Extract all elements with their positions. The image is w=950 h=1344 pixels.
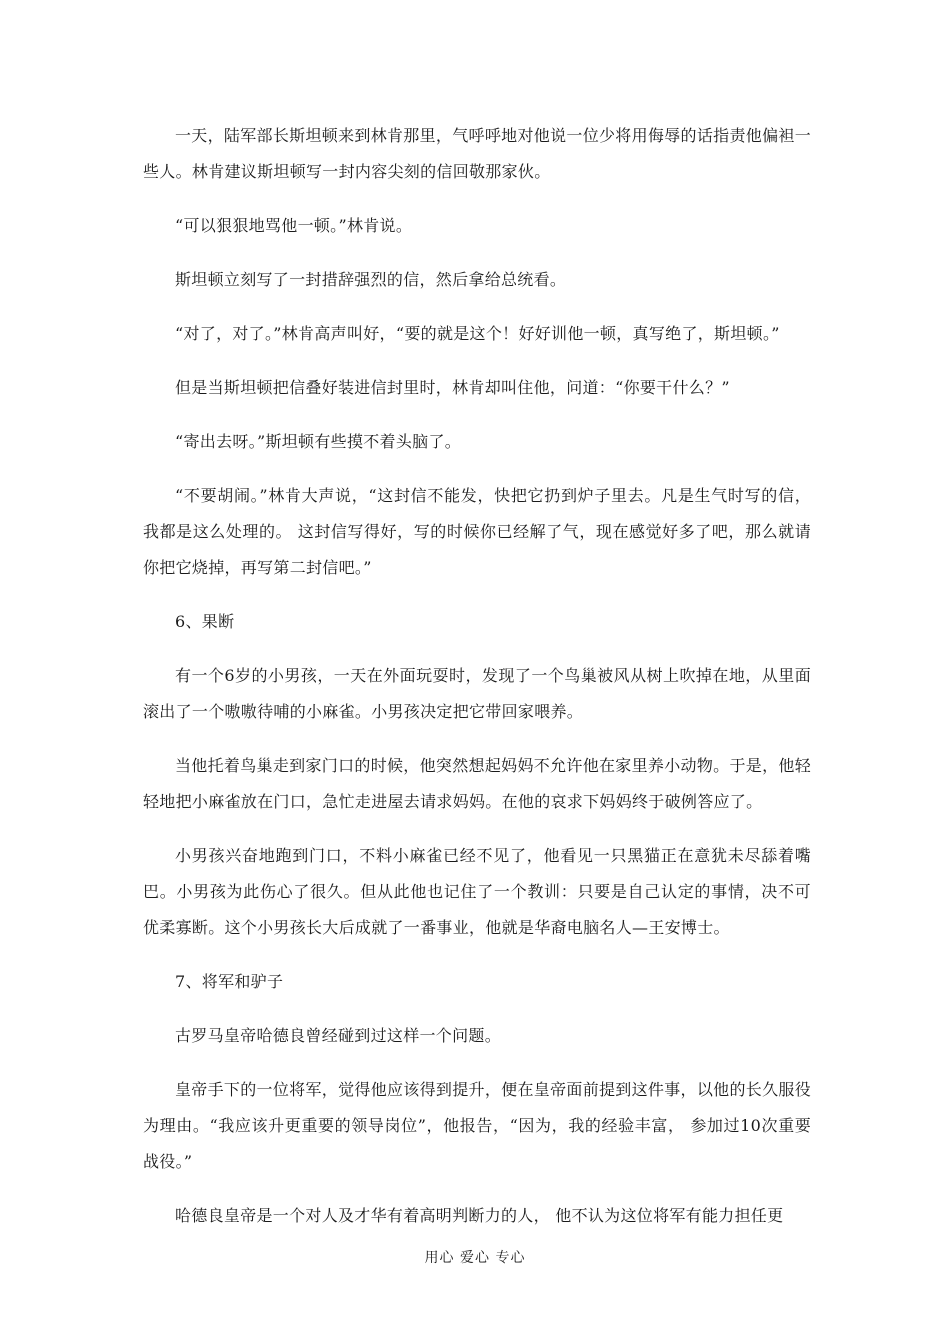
paragraph: 哈德良皇帝是一个对人及才华有着高明判断力的人， 他不认为这位将军有能力担任更 bbox=[175, 1206, 784, 1225]
document-body bbox=[143, 118, 811, 1252]
paragraph: 一天，陆军部长斯坦顿来到林肯那里，气呼呼地对他说一位少将用侮辱的话指责他偏袒一些人。林肯建议斯坦顿写一封内容尖刻的信回敬那家伙。 bbox=[143, 126, 811, 181]
paragraph: 当他托着鸟巢走到家门口的时候，他突然想起妈妈不允许他在家里养小动物。于是，他轻轻地把小麻雀放在门口，急忙走进屋去请求妈妈。在他的哀求下妈妈终于破例答应了。 bbox=[143, 756, 811, 811]
paragraph: 有一个6岁的小男孩，一天在外面玩耍时，发现了一个鸟巢被风从树上吹掉在地，从里面滚出了一个嗷嗷待哺的小麻雀。小男孩决定把它带回家喂养。 bbox=[143, 666, 811, 721]
paragraph: 古罗马皇帝哈德良曾经碰到过这样一个问题。 bbox=[175, 1026, 502, 1045]
paragraph: “对了，对了。”林肯高声叫好，“要的就是这个！好好训他一顿，真写绝了，斯坦顿。” bbox=[175, 324, 780, 343]
paragraph: 皇帝手下的一位将军，觉得他应该得到提升，便在皇帝面前提到这件事，以他的长久服役为理由。“我应该升更重要的领导岗位”，他报告，“因为，我的经验丰富， 参加过10次重要战役。” bbox=[143, 1080, 811, 1171]
paragraph: “可以狠狠地骂他一顿。”林肯说。 bbox=[175, 216, 413, 235]
paragraph: “不要胡闹。”林肯大声说，“这封信不能发，快把它扔到炉子里去。凡是生气时写的信，我都是这么处理的。 这封信写得好，写的时候你已经解了气，现在感觉好多了吧，那么就请你把它烧掉，再写第二封信吧。” bbox=[143, 486, 811, 577]
section-heading: 7、将军和驴子 bbox=[175, 972, 284, 991]
section-heading: 6、果断 bbox=[175, 612, 235, 631]
page-footer: 用心 爱心 专心 bbox=[424, 1250, 526, 1266]
paragraph: 斯坦顿立刻写了一封措辞强烈的信，然后拿给总统看。 bbox=[175, 270, 567, 289]
paragraph: 小男孩兴奋地跑到门口，不料小麻雀已经不见了，他看见一只黑猫正在意犹未尽舔着嘴巴。小男孩为此伤心了很久。但从此他也记住了一个教训：只要是自己认定的事情，决不可优柔寡断。这个小男孩长大后成就了一番事业，他就是华裔电脑名人—王安博士。 bbox=[143, 846, 811, 937]
paragraph: “寄出去呀。”斯坦顿有些摸不着头脑了。 bbox=[175, 432, 462, 451]
paragraph: 但是当斯坦顿把信叠好装进信封里时，林肯却叫住他，问道：“你要干什么？” bbox=[175, 378, 730, 397]
